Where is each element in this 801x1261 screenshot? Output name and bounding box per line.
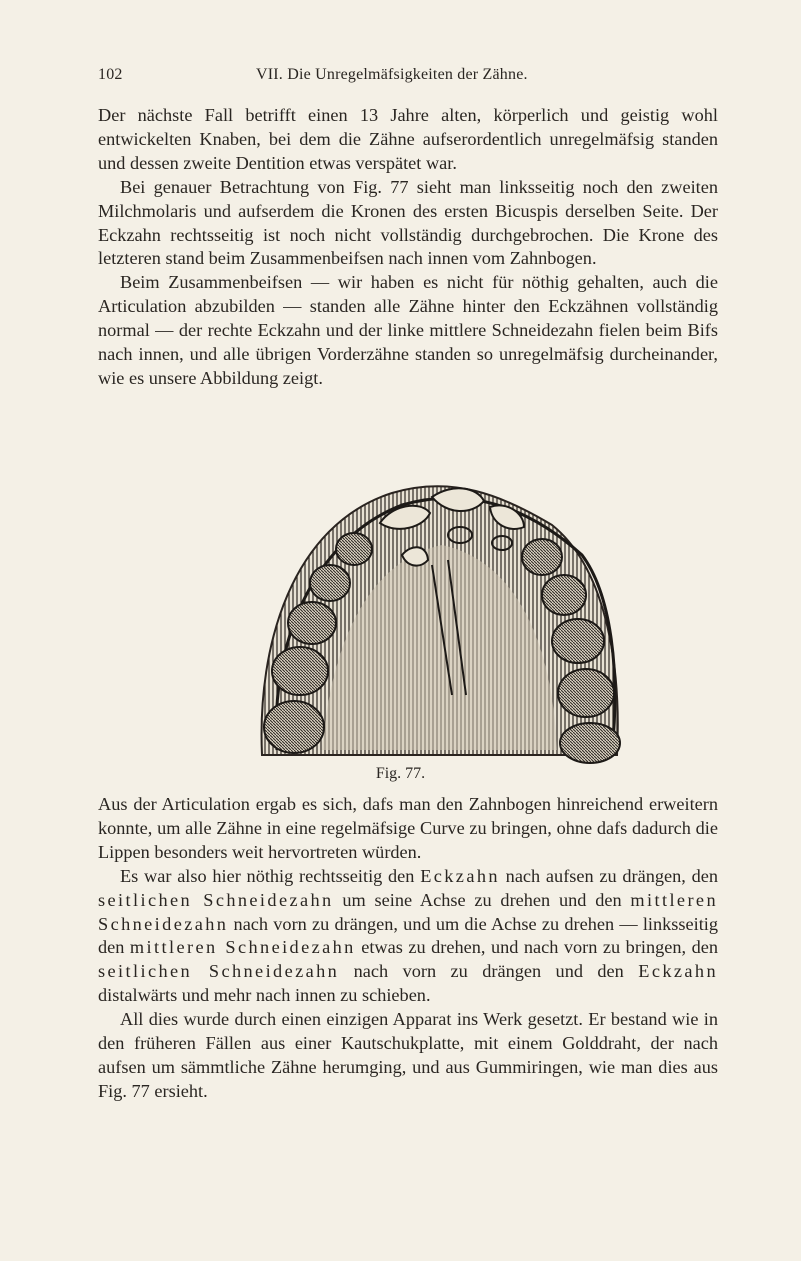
running-title: VII. Die Unregelmäfsigkeiten der Zähne. (256, 66, 528, 83)
p5-term-4: mittleren Schneidezahn (129, 937, 356, 958)
figure-dental-arch (252, 465, 632, 765)
p5-term-1: Eckzahn (420, 865, 500, 886)
figure-caption: Fig. 77. (375, 765, 426, 782)
p5-text-1: Es war also hier nöthig rechtsseitig den (120, 865, 421, 886)
p5-text-4: nach vorn zu drängen, und um die Achse zu drehen — linksseitig den (98, 913, 718, 958)
dental-arch-illustration (252, 465, 632, 765)
p5-text-2: nach aufsen zu drängen, den (499, 865, 718, 886)
paragraph-2: Bei genauer Betrachtung von Fig. 77 sieht man linksseitig noch den zweiten Milchmolaris und aufserdem die Kronen des ersten Bicuspis derselben Seite. Der Eckzahn rechtsseitig ist noch nicht vollständig durchgebrochen. Die Krone des letzteren stand beim Zusammenbeifsen nach innen vom Zahnbogen. (98, 176, 718, 269)
p5-term-2: seitlichen Schneidezahn (98, 889, 334, 910)
p5-text-3: um seine Achse zu drehen und den (333, 889, 631, 910)
p5-text-5: etwas zu drehen, und nach vorn zu bringen, den (355, 937, 718, 958)
p5-term-6: Eckzahn (638, 961, 718, 982)
paragraph-5 (98, 865, 718, 1008)
paragraph-6: All dies wurde durch einen einzigen Apparat ins Werk gesetzt. Er bestand wie in den früheren Fällen aus einer Kautschukplatte, mit einem Golddraht, der nach aufsen um sämmtliche Zähne herumging, und aus Gummiringen, wie man dies aus Fig. 77 ersieht. (98, 1009, 718, 1101)
p5-term-5: seitlichen Schneidezahn (98, 961, 340, 982)
paragraph-4: Aus der Articulation ergab es sich, dafs man den Zahnbogen hinreichend erweitern konnte, um alle Zähne in eine regelmäfsige Curve zu bringen, ohne dafs dadurch die Lippen besonders weit hervortreten würden. (98, 794, 718, 862)
text-block-bottom (98, 793, 718, 1104)
paragraph-1: Der nächste Fall betrifft einen 13 Jahre alten, körperlich und geistig wohl entwickelten Knaben, bei dem die Zähne aufserordentlich unregelmäfsig standen und dessen zweite Dentition etwas verspätet war. (98, 105, 718, 173)
page-number: 102 (98, 66, 123, 83)
p5-text-7: distalwärts und mehr nach innen zu schieben. (98, 985, 431, 1006)
paragraph-3: Beim Zusammenbeifsen — wir haben es nicht für nöthig gehalten, auch die Articulation abzubilden — standen alle Zähne hinter den Eckzähnen vollständig normal — der rechte Eckzahn und der linke mittlere Schneidezahn fielen beim Bifs nach innen, und alle übrigen Vorderzähne standen so unregelmäfsig durcheinander, wie es unsere Abbildung zeigt. (98, 272, 718, 388)
text-block-top (98, 104, 718, 391)
p5-term-3: mittleren Schneidezahn (98, 889, 718, 934)
p5-text-6: nach vorn zu drängen und den (339, 961, 639, 982)
